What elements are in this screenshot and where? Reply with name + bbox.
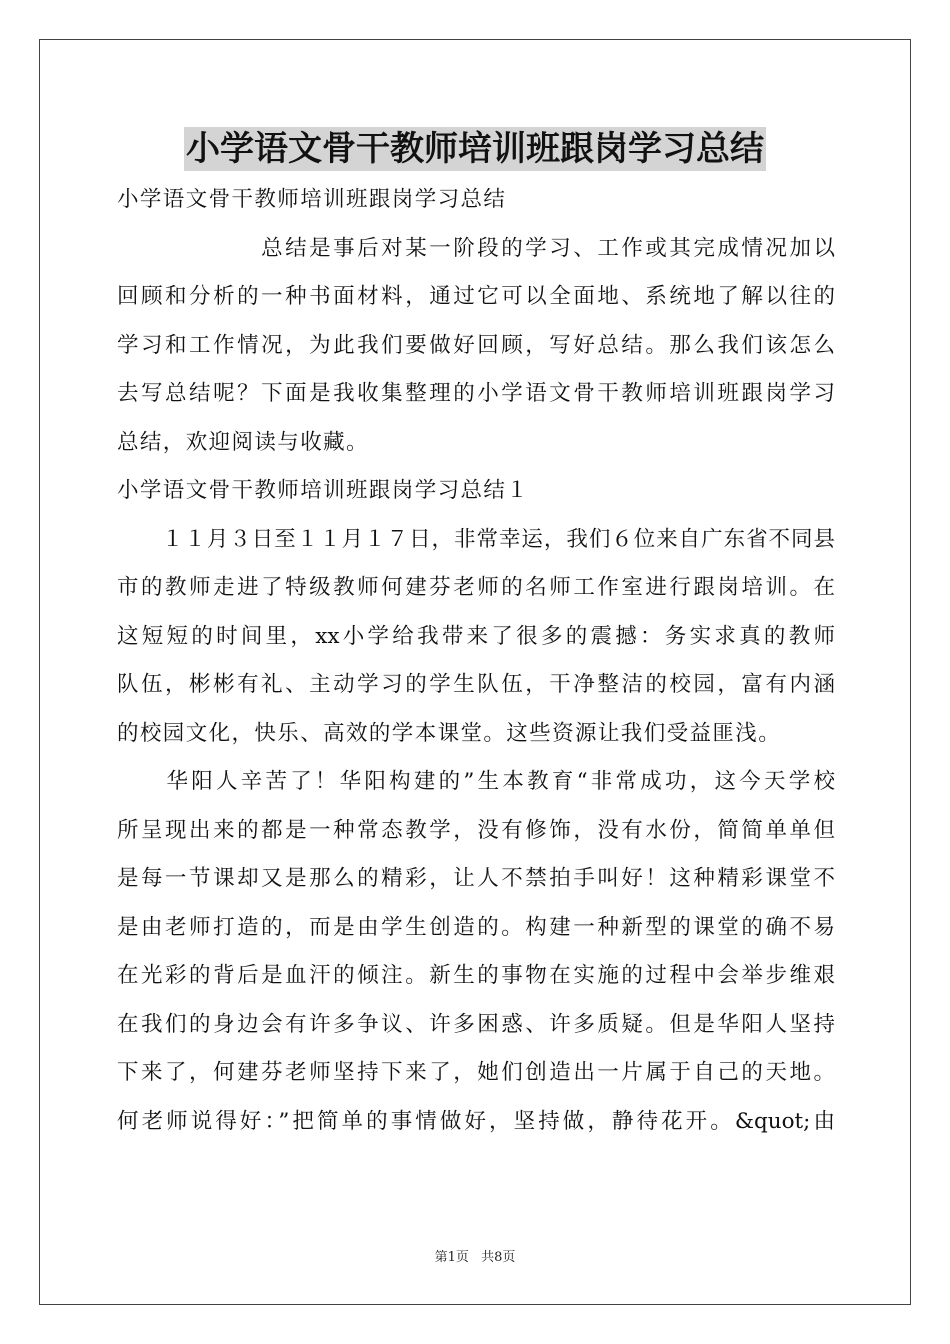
- page-number: 第1页: [434, 1250, 469, 1265]
- section-heading: 小学语文骨干教师培训班跟岗学习总结１: [117, 478, 530, 503]
- paragraph-line: 的校园文化，快乐、高效的学本课堂。这些资源让我们受益匪浅。: [117, 720, 782, 746]
- paragraph-line: 何老师说得好：”把简单的事情做好，坚持做，静待花开。&quot;由: [117, 1108, 835, 1134]
- paragraph-line: 去写总结呢？下面是我收集整理的小学语文骨干教师培训班跟岗学习: [117, 381, 835, 406]
- subtitle-line: 小学语文骨干教师培训班跟岗学习总结: [117, 187, 507, 212]
- paragraph-line: １１月３日至１１月１７日，非常幸运，我们６位来自广东省不同县: [117, 526, 835, 552]
- paragraph-line: 这短短的时间里，xx小学给我带来了很多的震撼：务实求真的教师: [117, 623, 835, 649]
- paragraph-line: 总结，欢迎阅读与收藏。: [117, 429, 369, 455]
- paragraph-line: 在光彩的背后是血汗的倾注。新生的事物在实施的过程中会举步维艰: [117, 963, 835, 988]
- paragraph-line: 是每一节课却又是那么的精彩，让人不禁拍手叫好！这种精彩课堂不: [117, 866, 835, 891]
- document-title: 小学语文骨干教师培训班跟岗学习总结: [186, 129, 764, 169]
- paragraph-line: 回顾和分析的一种书面材料，通过它可以全面地、系统地了解以往的: [117, 284, 835, 309]
- paragraph-line: 是由老师打造的，而是由学生创造的。构建一种新型的课堂的确不易: [117, 914, 835, 940]
- paragraph-line: 在我们的身边会有许多争议、许多困惑、许多质疑。但是华阳人坚持: [117, 1011, 835, 1037]
- paragraph-line: 华阳人辛苦了！华阳构建的”生本教育“非常成功，这今天学校: [117, 769, 835, 794]
- paragraph-line: 总结是事后对某一阶段的学习、工作或其完成情况加以: [117, 235, 835, 261]
- paragraph-line: 队伍，彬彬有礼、主动学习的学生队伍，干净整洁的校园，富有内涵: [117, 672, 835, 697]
- page-total: 共8页: [481, 1250, 516, 1265]
- paragraph-line: 所呈现出来的都是一种常态教学，没有修饰，没有水份，简简单单但: [117, 817, 835, 843]
- document-body: [117, 176, 835, 1146]
- title-container: [0, 127, 950, 171]
- paragraph-line: 下来了，何建芬老师坚持下来了，她们创造出一片属于自己的天地。: [117, 1060, 835, 1085]
- paragraph-line: 学习和工作情况，为此我们要做好回顾，写好总结。那么我们该怎么: [117, 332, 835, 358]
- page-footer: [0, 1246, 950, 1265]
- paragraph-line: 市的教师走进了特级教师何建芬老师的名师工作室进行跟岗培训。在: [117, 575, 835, 600]
